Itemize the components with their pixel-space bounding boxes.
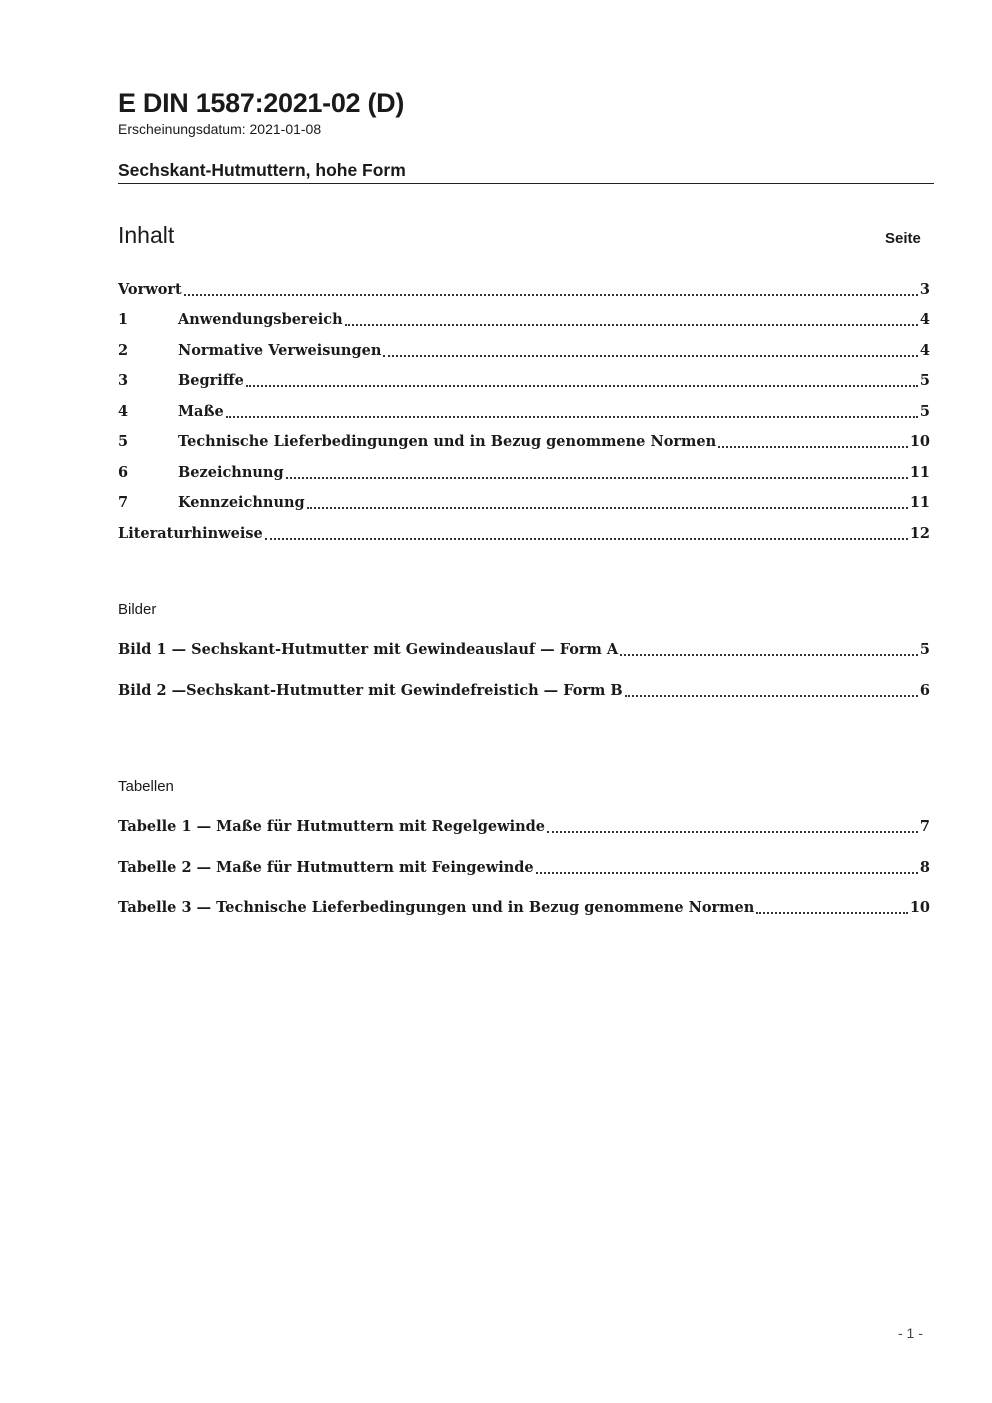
figure-entry-page: 6 bbox=[919, 682, 930, 699]
publication-date: Erscheinungsdatum: 2021-01-08 bbox=[118, 121, 322, 137]
toc-entry-text: Begriffe bbox=[178, 372, 244, 389]
document-subject: Sechskant-Hutmuttern, hohe Form bbox=[118, 160, 406, 180]
dot-leader bbox=[756, 911, 908, 914]
dot-leader bbox=[286, 476, 908, 479]
toc-entry-terms[interactable] bbox=[118, 371, 930, 391]
toc-entry-delivery-conditions[interactable] bbox=[118, 432, 930, 452]
toc-entry-page: 4 bbox=[919, 311, 930, 328]
toc-entry-page: 12 bbox=[909, 525, 930, 542]
toc-entry-marking[interactable] bbox=[118, 493, 930, 513]
figures-label: Bilder bbox=[118, 601, 157, 618]
toc-entry-number: 2 bbox=[118, 342, 129, 359]
toc-entry-text: Technische Lieferbedingungen und in Bezug genommene Normen bbox=[178, 433, 717, 450]
dot-leader bbox=[345, 323, 918, 326]
dot-leader bbox=[718, 445, 908, 448]
document-title: E DIN 1587:2021-02 (D) bbox=[118, 88, 405, 118]
toc-entry-text: Anwendungsbereich bbox=[178, 311, 343, 328]
toc-entry-text: Maße bbox=[178, 403, 224, 420]
table-entry-3[interactable] bbox=[118, 898, 930, 918]
table-entry-text: Tabelle 2 — Maße für Hutmuttern mit Feingewinde bbox=[118, 859, 534, 876]
dot-leader bbox=[625, 694, 918, 697]
toc-entry-page: 11 bbox=[909, 494, 930, 511]
dot-leader bbox=[620, 653, 918, 656]
toc-entry-bibliography[interactable] bbox=[118, 524, 930, 544]
dot-leader bbox=[246, 384, 918, 387]
toc-entry-page: 10 bbox=[909, 433, 930, 450]
figure-entry-1[interactable] bbox=[118, 640, 930, 660]
dot-leader bbox=[226, 415, 918, 418]
toc-entry-dimensions[interactable] bbox=[118, 402, 930, 422]
toc-entry-text: Normative Verweisungen bbox=[178, 342, 382, 359]
toc-entry-foreword[interactable] bbox=[118, 280, 930, 300]
table-entry-2[interactable] bbox=[118, 858, 930, 878]
toc-entry-number: 6 bbox=[118, 464, 129, 481]
toc-entry-number: 7 bbox=[118, 494, 129, 511]
toc-page-column-heading: Seite bbox=[885, 230, 921, 247]
toc-entry-text: Bezeichnung bbox=[178, 464, 284, 481]
figure-entry-2[interactable] bbox=[118, 681, 930, 701]
toc-entry-text: Kennzeichnung bbox=[178, 494, 305, 511]
figure-entry-text: Bild 2 —Sechskant-Hutmutter mit Gewindefreistich — Form B bbox=[118, 682, 623, 699]
tables-label: Tabellen bbox=[118, 778, 174, 795]
toc-entry-normative-references[interactable] bbox=[118, 341, 930, 361]
table-entry-page: 8 bbox=[919, 859, 930, 876]
toc-entry-number: 1 bbox=[118, 311, 129, 328]
dot-leader bbox=[265, 537, 908, 540]
figure-entry-text: Bild 1 — Sechskant-Hutmutter mit Gewindeauslauf — Form A bbox=[118, 641, 619, 658]
toc-entry-page: 5 bbox=[919, 372, 930, 389]
toc-entry-number: 5 bbox=[118, 433, 129, 450]
dot-leader bbox=[383, 354, 918, 357]
toc-entry-page: 3 bbox=[919, 281, 930, 298]
toc-entry-number: 3 bbox=[118, 372, 129, 389]
dot-leader bbox=[184, 293, 918, 296]
toc-entry-page: 4 bbox=[919, 342, 930, 359]
table-entry-text: Tabelle 3 — Technische Lieferbedingungen und in Bezug genommene Normen bbox=[118, 899, 755, 916]
figure-entry-page: 5 bbox=[919, 641, 930, 658]
dot-leader bbox=[536, 871, 918, 874]
toc-entry-page: 5 bbox=[919, 403, 930, 420]
toc-entry-page: 11 bbox=[909, 464, 930, 481]
toc-entry-scope[interactable] bbox=[118, 310, 930, 330]
toc-heading: Inhalt bbox=[118, 222, 175, 248]
table-entry-1[interactable] bbox=[118, 817, 930, 837]
dot-leader bbox=[547, 830, 918, 833]
toc-entry-text: Literaturhinweise bbox=[118, 525, 263, 542]
toc-entry-number: 4 bbox=[118, 403, 129, 420]
dot-leader bbox=[307, 506, 908, 509]
table-entry-page: 7 bbox=[919, 818, 930, 835]
toc-entry-text: Vorwort bbox=[118, 281, 182, 298]
subject-underline bbox=[118, 183, 934, 184]
table-entry-page: 10 bbox=[909, 899, 930, 916]
table-entry-text: Tabelle 1 — Maße für Hutmuttern mit Regelgewinde bbox=[118, 818, 546, 835]
page-number: - 1 - bbox=[898, 1325, 923, 1341]
toc-entry-designation[interactable] bbox=[118, 463, 930, 483]
